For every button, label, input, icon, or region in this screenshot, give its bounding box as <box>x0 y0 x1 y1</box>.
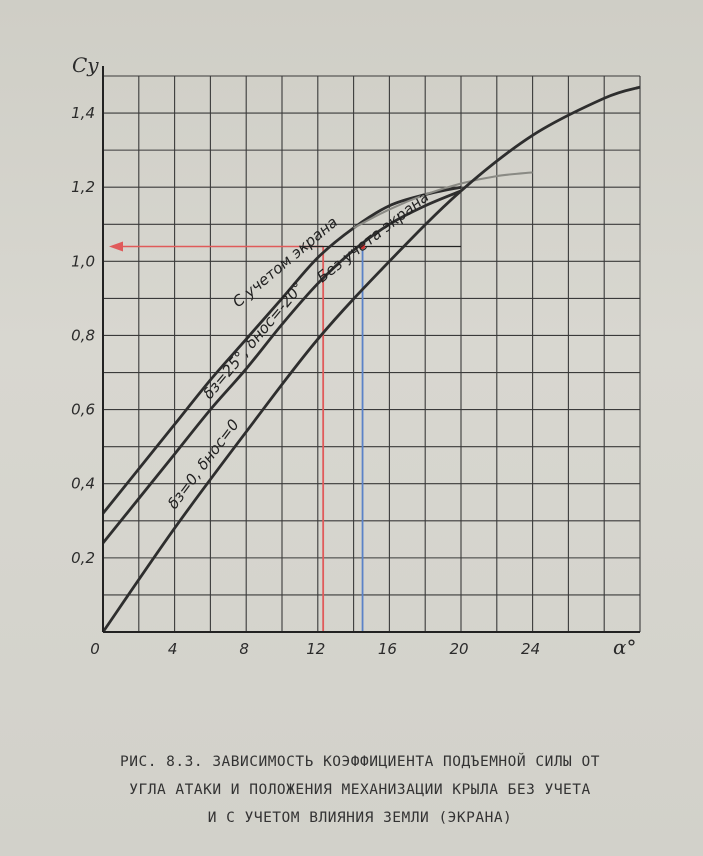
arrowhead-icon <box>109 242 123 252</box>
caption-line-3: И С УЧЕТОМ ВЛИЯНИЯ ЗЕМЛИ (ЭКРАНА) <box>207 810 513 826</box>
x-axis-title: α° <box>613 635 637 659</box>
y-tick-label: 1,2 <box>71 178 95 197</box>
y-tick-label: 1,0 <box>71 252 95 271</box>
y-tick-label: 1,4 <box>71 104 95 123</box>
curve-label-3: С учетом экрана <box>229 212 342 312</box>
figure-caption <box>20 748 700 832</box>
x-tick-label: 8 <box>239 640 249 658</box>
x-tick-label: 12 <box>306 640 326 658</box>
curve-labels <box>164 188 433 513</box>
y-axis-title: Cy <box>72 53 99 77</box>
series-lines <box>103 87 640 632</box>
grid <box>103 76 640 632</box>
y-tick-label: 0,8 <box>71 326 95 345</box>
x-tick-label: 16 <box>377 640 397 658</box>
y-tick-label: 0,2 <box>71 548 95 567</box>
x-tick-label: 0 <box>90 640 100 658</box>
series-line-4 <box>103 87 640 632</box>
x-tick-label: 20 <box>449 640 469 658</box>
x-tick-label: 24 <box>521 640 541 658</box>
caption-line-2: УГЛА АТАКИ И ПОЛОЖЕНИЯ МЕХАНИЗАЦИИ КРЫЛА БЕЗ УЧЕТА <box>129 782 591 798</box>
curve-label-1: δз=25°, δнос=-20° <box>199 278 308 403</box>
caption-line-1: РИС. 8.3. ЗАВИСИМОСТЬ КОЭФФИЦИЕНТА ПОДЪЕМНОЙ СИЛЫ ОТ <box>120 754 600 770</box>
x-tick-label: 4 <box>167 640 178 658</box>
y-tick-label: 0,6 <box>71 400 95 419</box>
axes <box>71 53 640 659</box>
curve-label-2: Без учета экрана <box>313 187 433 287</box>
curve-label-4: δз=0, δнос=0 <box>163 415 243 513</box>
y-tick-label: 0,4 <box>71 474 95 493</box>
